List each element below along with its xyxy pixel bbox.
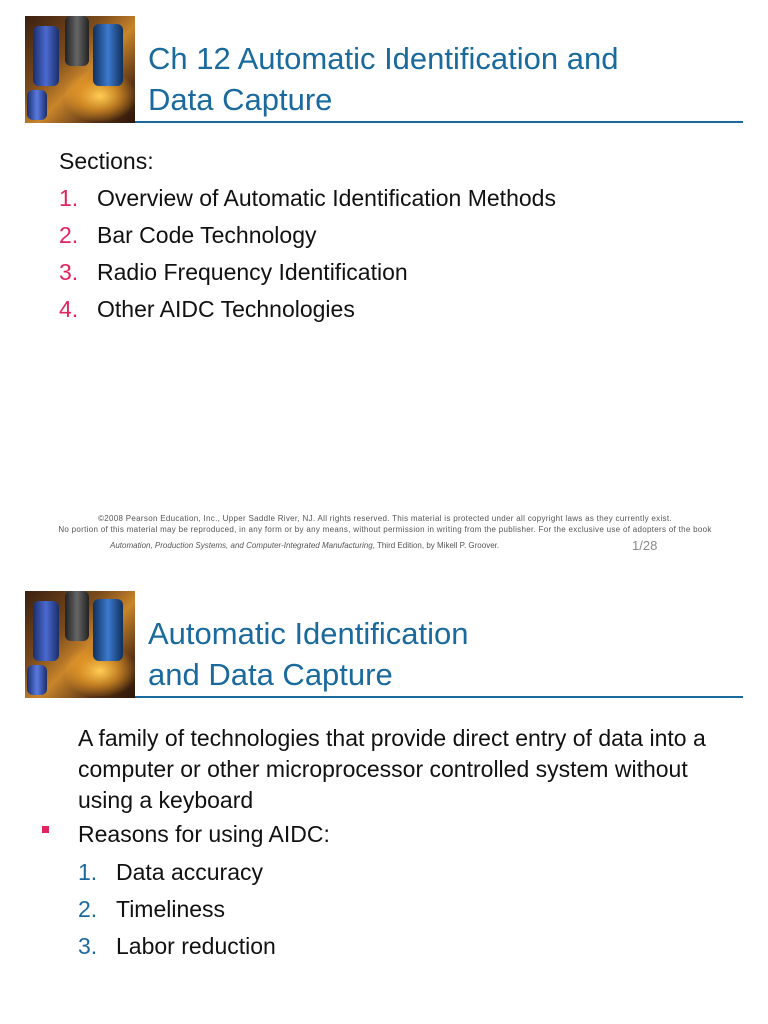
circuit-board-image [25,591,135,698]
slide-title [148,38,618,120]
list-item: 1. Overview of Automatic Identification Methods [59,185,556,211]
title-underline [135,696,743,698]
title-line-1: Automatic Identification [148,616,469,651]
list-item: 2. Timeliness [78,896,226,922]
bullet-square-icon [42,826,49,833]
copyright-notice: ©2008 Pearson Education, Inc., Upper Saddle River, NJ. All rights reserved. This material is protected under all copyright laws as they currently exist. No portion of this material may be reproduced, in any form or by any means, without permission in writing from the publisher. For the exclusive use of adopters of the book [58,514,712,534]
list-item: 3. Radio Frequency Identification [59,259,408,285]
reasons-list [78,854,276,965]
sections-list [59,180,556,328]
definition-text: A family of technologies that provide direct entry of data into a computer or other microprocessor controlled system without using a keyboard [78,725,706,813]
title-line-1: Ch 12 Automatic Identification and [148,41,619,76]
list-item: 2. Bar Code Technology [59,222,317,248]
title-line-2: and Data Capture [148,657,393,692]
slide-title [148,613,469,695]
footer-citation: Automation, Production Systems, and Computer-Integrated Manufacturing, Third Edition, by Mikell P. Groover. [110,541,500,550]
page-number: 1/28 [632,538,658,553]
list-item: 4. Other AIDC Technologies [59,296,355,322]
list-item: 3. Labor reduction [78,933,276,959]
sections-label: Sections: [59,148,154,174]
title-underline [135,121,743,123]
reasons-label: Reasons for using AIDC: [78,821,330,847]
circuit-board-image [25,16,135,123]
list-item: 1. Data accuracy [78,859,264,885]
title-line-2: Data Capture [148,82,333,117]
